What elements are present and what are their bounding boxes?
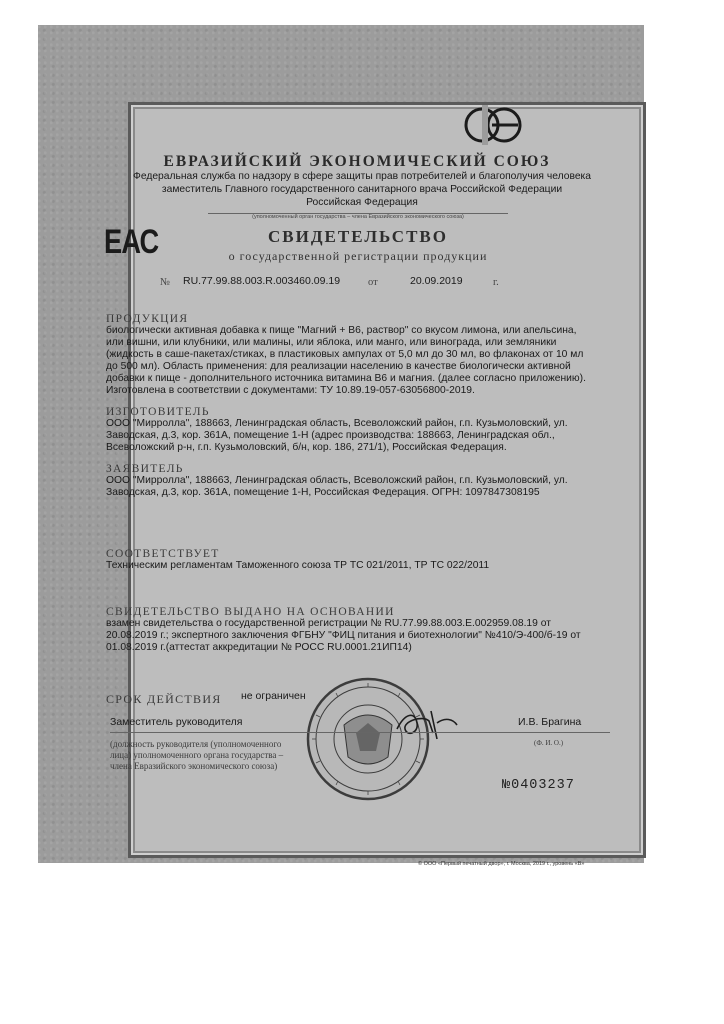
conformity-text: [106, 560, 489, 572]
agency-line-1: Федеральная служба по надзору в сфере защиты прав потребителей и благополучия человека: [132, 171, 592, 182]
manufacturer-text: [106, 418, 568, 454]
product-line: (жидкость в саше-пакетах/стиках, в пластиковых ампулах от 5,0 мл до 30 мл, во флаконах от 10 мл: [106, 349, 584, 360]
applicant-heading: ЗАЯВИТЕЛЬ: [106, 463, 184, 475]
manufacturer-heading: ИЗГОТОВИТЕЛЬ: [106, 406, 210, 418]
fio-caption: (Ф. И. О.): [534, 739, 564, 747]
product-text: [106, 325, 586, 397]
product-heading: ПРОДУКЦИЯ: [106, 313, 189, 325]
ce-mark-icon: [462, 105, 524, 145]
validity-value: не ограничен: [241, 690, 306, 702]
basis-line: взамен свидетельства о государственной регистрации № RU.77.99.88.003.E.002959.08.19 от: [106, 618, 551, 629]
number-label: №: [160, 277, 171, 288]
basis-heading: СВИДЕТЕЛЬСТВО ВЫДАНО НА ОСНОВАНИИ: [106, 606, 395, 618]
manufacturer-line: ООО "Мирролла", 188663, Ленинградская область, Всеволожский район, г.п. Кузьмоловский, ул.: [106, 418, 568, 429]
conformity-line: Техническим регламентам Таможенного союза ТР ТС 021/2011, ТР ТС 022/2011: [106, 560, 490, 571]
product-line: биологически активная добавка к пище "Магний + В6, раствор" со вкусом лимона, или апельсина,: [106, 325, 577, 336]
registration-date: 20.09.2019: [410, 275, 463, 287]
product-line: Изготовлена в соответствии с документами: ТУ 10.89.19-057-63056800-2019.: [106, 385, 475, 396]
printer-footer: © ООО «Первый печатный двор», г. Москва, 2019 г., уровень «В»: [418, 861, 585, 867]
agency-line-2: заместитель Главного государственного санитарного врача Российской Федерации: [161, 184, 563, 195]
signature-caption-line: члена Евразийского экономического союза): [110, 761, 278, 771]
signature-caption: [110, 739, 283, 772]
certificate-subtitle: о государственной регистрации продукции: [228, 249, 488, 263]
product-line: до 500 мл). Область применения: для реализации населению в качестве биологически активной: [106, 361, 571, 372]
product-line: добавки к пище - дополнительного источника витамина В6 и магния. (далее согласно приложению).: [106, 373, 586, 384]
signer-position: Заместитель руководителя: [110, 716, 243, 728]
eac-mark: ЕАС: [104, 223, 159, 261]
applicant-line: Заводская, д.3, кор. 361А, помещение 1-Н, Российская Федерация. ОГРН: 1097847308195: [106, 487, 540, 498]
product-line: или вишни, или клубники, или малины, или яблока, или манго, или винограда, или земляники: [106, 337, 557, 348]
applicant-text: [106, 475, 568, 499]
agency-caption: (уполномоченный орган государства – члена Евразийского экономического союза): [252, 214, 464, 220]
union-title: ЕВРАЗИЙСКИЙ ЭКОНОМИЧЕСКИЙ СОЮЗ: [163, 153, 551, 170]
applicant-line: ООО "Мирролла", 188663, Ленинградская область, Всеволожский район, г.п. Кузьмоловский, ул.: [106, 475, 568, 486]
agency-line-3: Российская Федерация: [306, 197, 418, 208]
manufacturer-line: Заводская, д.3, кор. 361А, помещение 1-Н (адрес производства: 188663, Ленинградская обл.,: [106, 430, 555, 441]
basis-line: 20.08.2019 г.; экспертного заключения ФГБНУ "ФИЦ питания и биотехнологии" №410/Э-400/б-19 от: [106, 630, 581, 641]
certificate-sheet: [38, 25, 644, 863]
basis-line: 01.08.2019 г.(аттестат аккредитации № РОСС RU.0001.21ИП14): [106, 642, 412, 653]
basis-text: [106, 618, 581, 654]
certificate-title: СВИДЕТЕЛЬСТВО: [268, 227, 448, 246]
date-label: от: [368, 277, 378, 288]
form-number: №0403237: [502, 778, 575, 793]
year-suffix: г.: [493, 277, 499, 288]
signer-name: И.В. Брагина: [518, 716, 582, 728]
validity-label: СРОК ДЕЙСТВИЯ: [106, 692, 222, 706]
manufacturer-line: Всеволожский р-н, г.п. Кузьмоловский, б/н, кор. 186, 271/1), Российская Федерация.: [106, 442, 507, 453]
signature-caption-line: лица) уполномоченного органа государства –: [110, 750, 284, 760]
signature-caption-line: (должность руководителя (уполномоченного: [110, 739, 282, 749]
registration-number: RU.77.99.88.003.R.003460.09.19: [183, 275, 341, 287]
handwritten-signature: [393, 703, 463, 743]
conformity-heading: СООТВЕТСТВУЕТ: [106, 548, 220, 560]
